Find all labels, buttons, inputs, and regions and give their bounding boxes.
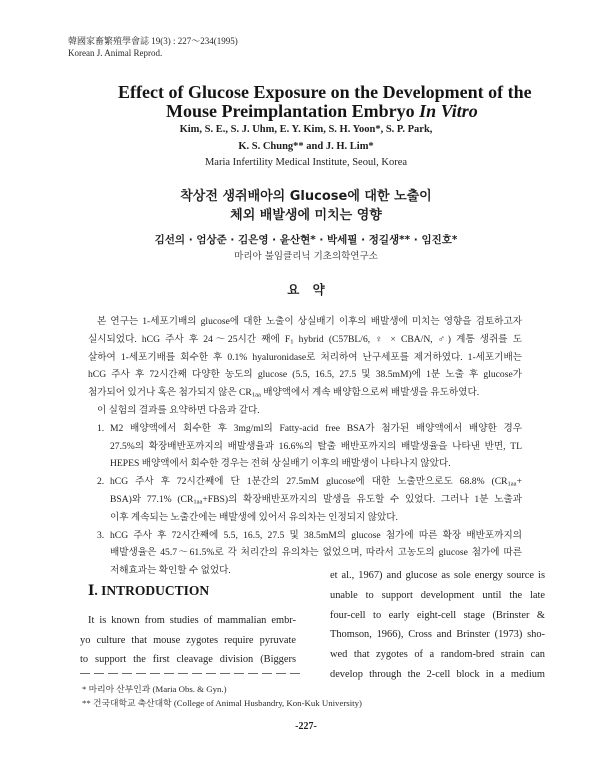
intro-column-left (80, 611, 296, 670)
intro-line: four-cell to early eight-cell stage (Brinster & (330, 609, 545, 621)
abstract-heading: 요 약 (287, 282, 325, 297)
abstract-line: 살하여 1-세포기배를 회수한 후 0.1% hyaluronidase로 처리하여 난구세포를 제거하였다. 1-세포기배는 (88, 351, 522, 363)
abstract-line: 본 연구는 1-세포기배의 glucose에 대한 노출이 상실배기 이후의 배발생에 미치는 영향을 검토하고자 (97, 316, 522, 327)
summary-line: hCG 주사 후 72시간째에 5.5, 16.5, 27.5 및 38.5mM의 glucose 첨가에 따른 확장 배반포까지의 (110, 529, 522, 541)
korean-title-line-2: 체외 배발생에 미치는 영향 (230, 208, 382, 223)
summary-item-number: 1. (97, 422, 105, 434)
intro-line: et al., 1967) and glucose as sole energy source is (330, 570, 545, 581)
intro-line: Thomson, 1966), Cross and Brinster (1973) sho- (330, 629, 545, 641)
intro-line: unable to support development until the late (330, 589, 545, 601)
summary-line: HEPES 배양액에서 회수한 경우는 전혀 상실배기 이후의 배발생이 나타나지 않았다. (110, 458, 451, 470)
text-run: hybrid (C57BL/6, ♀ × CBA/N, ♂) 계통 생쥐를 도 (293, 333, 522, 345)
abstract-line: hCG 주사 후 72시간째 다양한 농도의 glucose (5.5, 16.5, 27.5 및 38.5mM)에 1분 노출 후 glucose가 (88, 369, 522, 381)
text-run: 배양액에서 계속 배양함으로써 배발생을 유도하였다. (260, 387, 480, 399)
summary-line: 저해효과는 확인할 수 없었다. (110, 565, 231, 577)
journal-citation: 韓國家畜繁殖學會誌 19(3) : 227～234(1995) (68, 36, 238, 46)
footnote-2: ** 건국대학교 축산대학 (College of Animal Husbandry, Kon-Kuk University) (82, 698, 362, 708)
author-list-line-2: K. S. Chung** and J. H. Lim* (238, 141, 374, 152)
footnote-1: * 마리아 산부인과 (Maria Obs. & Gyn.) (82, 684, 227, 694)
paper-title-in-vitro: In Vitro (419, 101, 478, 121)
intro-line: develop through the 2-cell block in a medium (330, 668, 545, 680)
abstract-line: 이 실험의 결과를 요약하면 다음과 같다. (97, 404, 260, 416)
paper-title-line-2-text: Mouse Preimplantation Embryo (166, 101, 415, 121)
footnote-rule (80, 673, 300, 674)
intro-line: wed that zygotes of a random-bred strain can (330, 649, 545, 661)
text-run: 실시되었다. hCG 주사 후 24～25시간 째에 F (88, 333, 291, 345)
text-run: 첨가되어 있거나 혹은 첨가되지 않은 CR (88, 387, 252, 399)
subscript: 1aa (251, 391, 261, 399)
summary-line: 이후 계속되는 노출간에는 배발생에 있어서 유의차는 인정되지 않았다. (110, 511, 398, 523)
paper-title-line-2 (166, 101, 478, 121)
text-run: BSA)와 77.1% (CR (110, 493, 194, 505)
korean-author-list: 김선의 · 엄상준 · 김은영 · 윤산현* · 박세필 · 정길생** · 임진호* (154, 234, 458, 246)
text-run: + (516, 476, 522, 488)
summary-item (88, 420, 522, 473)
korean-title-line-1: 착상전 생쥐배아의 Glucose에 대한 노출이 (180, 189, 432, 204)
section-heading-introduction: Ⅰ. INTRODUCTION (88, 583, 210, 598)
journal-abbreviation: Korean J. Animal Reprod. (68, 48, 163, 58)
text-run: +FBS)의 확장배반포까지의 발생을 유도할 수 있었다. 그러나 1분 노출과 (202, 493, 522, 505)
summary-line (110, 473, 522, 491)
summary-item-number: 2. (97, 476, 105, 488)
summary-item (88, 473, 522, 526)
abstract-body (88, 313, 522, 580)
korean-affiliation: 마리아 불임클리닉 기초의학연구소 (234, 251, 378, 262)
author-affiliation: Maria Infertility Medical Institute, Seoul, Korea (204, 157, 408, 168)
abstract-line (88, 331, 522, 349)
text-run: hCG 주사 후 72시간째에 단 1분간의 27.5mM glucose에 대한 노출만으로도 68.8% (CR (110, 476, 508, 488)
summary-line (110, 491, 522, 509)
intro-line: yo culture that mouse zygotes require pyruvate (80, 634, 296, 646)
summary-item-number: 3. (97, 529, 105, 541)
abstract-paragraph (88, 402, 522, 420)
subscript: 1aa (193, 498, 203, 506)
intro-line: It is known from studies of mammalian embr- (88, 615, 296, 626)
page-number: -227- (295, 721, 317, 732)
author-list-line-1: Kim, S. E., S. J. Uhm, E. Y. Kim, S. H. Yoon*, S. P. Park, (179, 124, 433, 135)
summary-line: M2 배양액에서 회수한 후 3mg/ml의 Fatty-acid free BSA가 첨가된 배양액에서 배양한 경우 (110, 422, 522, 434)
intro-line: to support the first cleavage division (Biggers (80, 654, 296, 666)
intro-column-right (330, 566, 545, 685)
subscript: 1 (290, 338, 294, 346)
abstract-line (88, 384, 522, 402)
subscript: 1aa (507, 480, 517, 488)
paper-title-line-1: Effect of Glucose Exposure on the Development of the (118, 82, 532, 102)
summary-line: 배발생율은 45.7～61.5%로 각 처리간의 유의차는 없었으며, 따라서 고농도의 glucose 첨가에 따른 (110, 547, 522, 559)
summary-line: 27.5%의 확장배반포까지의 배발생율과 16.6%의 탈출 배반포까지의 배발생율을 나타낸 반면, TL (110, 440, 522, 452)
abstract-paragraph (88, 313, 522, 402)
